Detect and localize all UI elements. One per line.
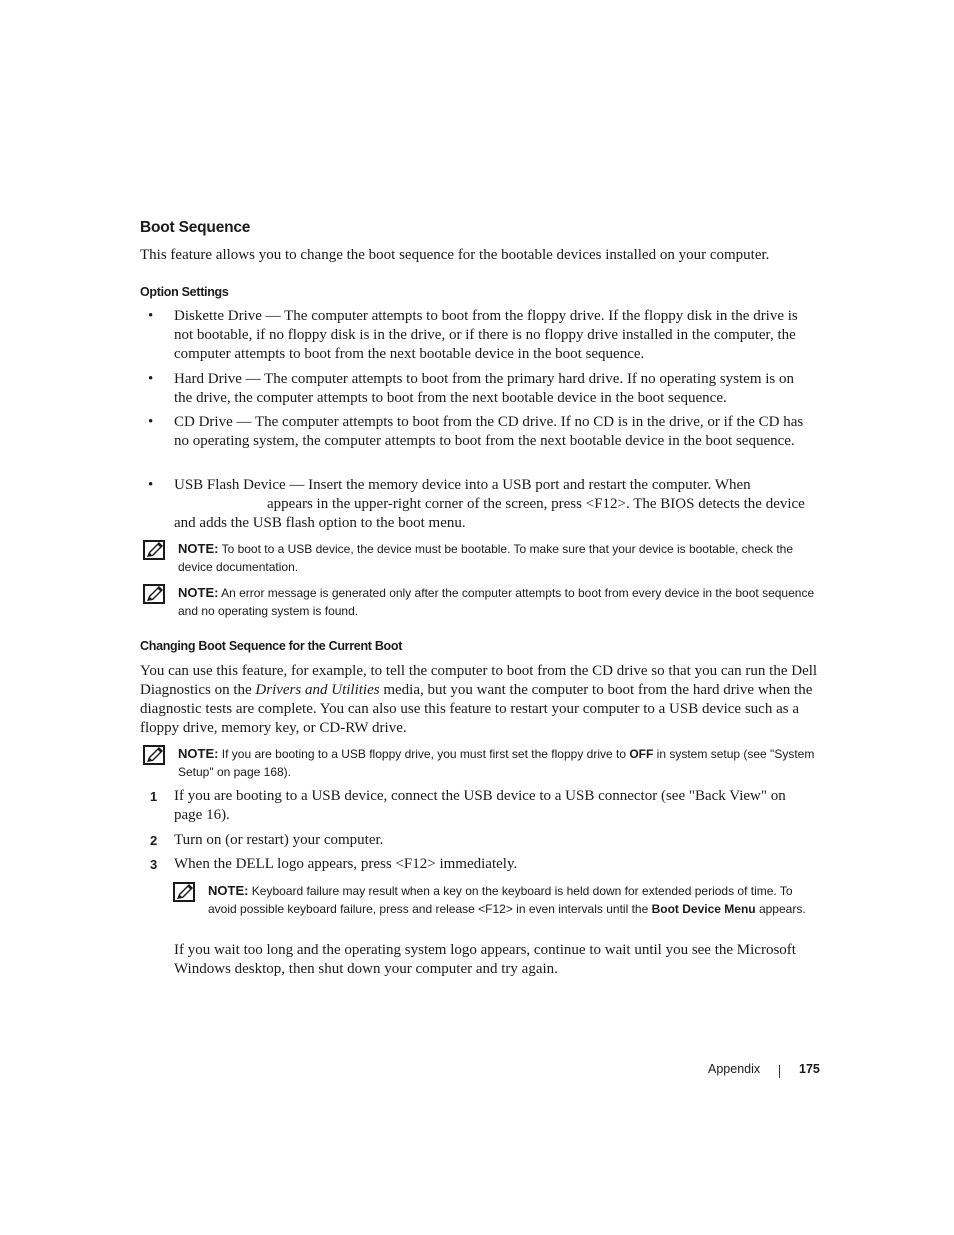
option-text: Insert the memory device into a USB port and restart the computer. When [308, 477, 751, 493]
setting-value: OFF [629, 747, 654, 761]
option-text-continued: appears in the upper-right corner of the screen, press <F12>. The BIOS detects the device and adds the USB flash option to the boot menu. [174, 496, 805, 531]
note-text: An error message is generated only after the computer attempts to boot from every device in the boot sequence and no operating system is found. [178, 586, 815, 618]
intro-paragraph: This feature allows you to change the boot sequence for the bootable devices installed on your computer. [140, 247, 770, 263]
pencil-note-icon [143, 745, 165, 765]
bullet-icon: • [148, 308, 154, 324]
pencil-note-icon [143, 540, 165, 560]
step-text: When the DELL logo appears, press <F12> immediately. [174, 856, 518, 872]
option-separator: — [241, 371, 265, 387]
note-label: NOTE: [178, 585, 219, 600]
note-text-continued: in system setup (see "System Setup" on page 168). [178, 747, 815, 779]
step-text: Turn on (or restart) your computer. [174, 832, 384, 848]
note-label: NOTE: [178, 746, 219, 761]
footer-divider [779, 1065, 780, 1078]
note-text: To boot to a USB device, the device must be bootable. To make sure that your device is bootable, check the device documentation. [178, 542, 794, 574]
note-text: If you are booting to a USB floppy drive, you must first set the floppy drive to [221, 747, 630, 761]
option-separator: — [261, 308, 285, 324]
note-text-continued: appears. [755, 901, 806, 916]
option-term: USB Flash Device [174, 477, 286, 493]
note-text: Keyboard failure may result when a key on the keyboard is held down for extended periods of time. To avoid possible keyboard failure, press and release <F12> in even intervals until the [208, 884, 793, 916]
step-number: 1 [150, 789, 158, 804]
wait-paragraph: If you wait too long and the operating system logo appears, continue to wait until you see the Microsoft Windows desktop, then shut down your computer and try again. [174, 942, 796, 977]
pencil-note-icon [143, 584, 165, 604]
option-text: The computer attempts to boot from the floppy drive. If the floppy disk in the drive is not bootable, if no floppy disk is in the drive, or if there is no floppy drive installed in the computer, the computer attempts to boot from the next bootable device in the boot sequence. [174, 308, 798, 362]
footer-section-label: Appendix [708, 1062, 761, 1076]
note-label: NOTE: [178, 541, 219, 556]
paragraph-text-continued: media, but you want the computer to boot from the hard drive when the diagnostic tests are complete. You can also use this feature to restart your computer to a USB device such as a floppy drive, memory key, or CD-RW drive. [140, 682, 813, 736]
note-label: NOTE: [208, 883, 249, 898]
option-separator: — [232, 414, 255, 430]
bullet-icon: • [148, 371, 154, 387]
page-footer [700, 1061, 822, 1081]
step-number: 2 [150, 833, 158, 848]
current-boot-paragraph [140, 662, 820, 738]
option-text: The computer attempts to boot from the primary hard drive. If no operating system is on the drive, the computer attempts to boot from the next bootable device in the boot sequence. [174, 371, 794, 406]
media-title: Drivers and Utilities [255, 682, 380, 698]
step-number: 3 [150, 857, 158, 872]
section-title: Boot Sequence [140, 219, 251, 236]
current-boot-heading: Changing Boot Sequence for the Current Boot [140, 639, 403, 653]
option-term: Diskette Drive [174, 308, 262, 324]
bullet-icon: • [148, 477, 154, 493]
bullet-icon: • [148, 414, 154, 430]
step-text: If you are booting to a USB device, connect the USB device to a USB connector (see "Back View" on page 16). [174, 788, 786, 823]
option-separator: — [285, 477, 309, 493]
paragraph-text: You can use this feature, for example, to tell the computer to boot from the CD drive so that you can run the Dell Diagnostics on the [140, 663, 818, 698]
page-number: 175 [799, 1062, 820, 1076]
option-text: The computer attempts to boot from the CD drive. If no CD is in the drive, or if the CD has no operating system, the computer attempts to boot from the next bootable device in the boot sequence. [174, 414, 804, 449]
pencil-note-icon [173, 882, 195, 902]
option-settings-heading: Option Settings [140, 285, 229, 299]
option-term: Hard Drive [174, 371, 242, 387]
menu-name: Boot Device Menu [651, 901, 756, 916]
option-term: CD Drive [174, 414, 233, 430]
